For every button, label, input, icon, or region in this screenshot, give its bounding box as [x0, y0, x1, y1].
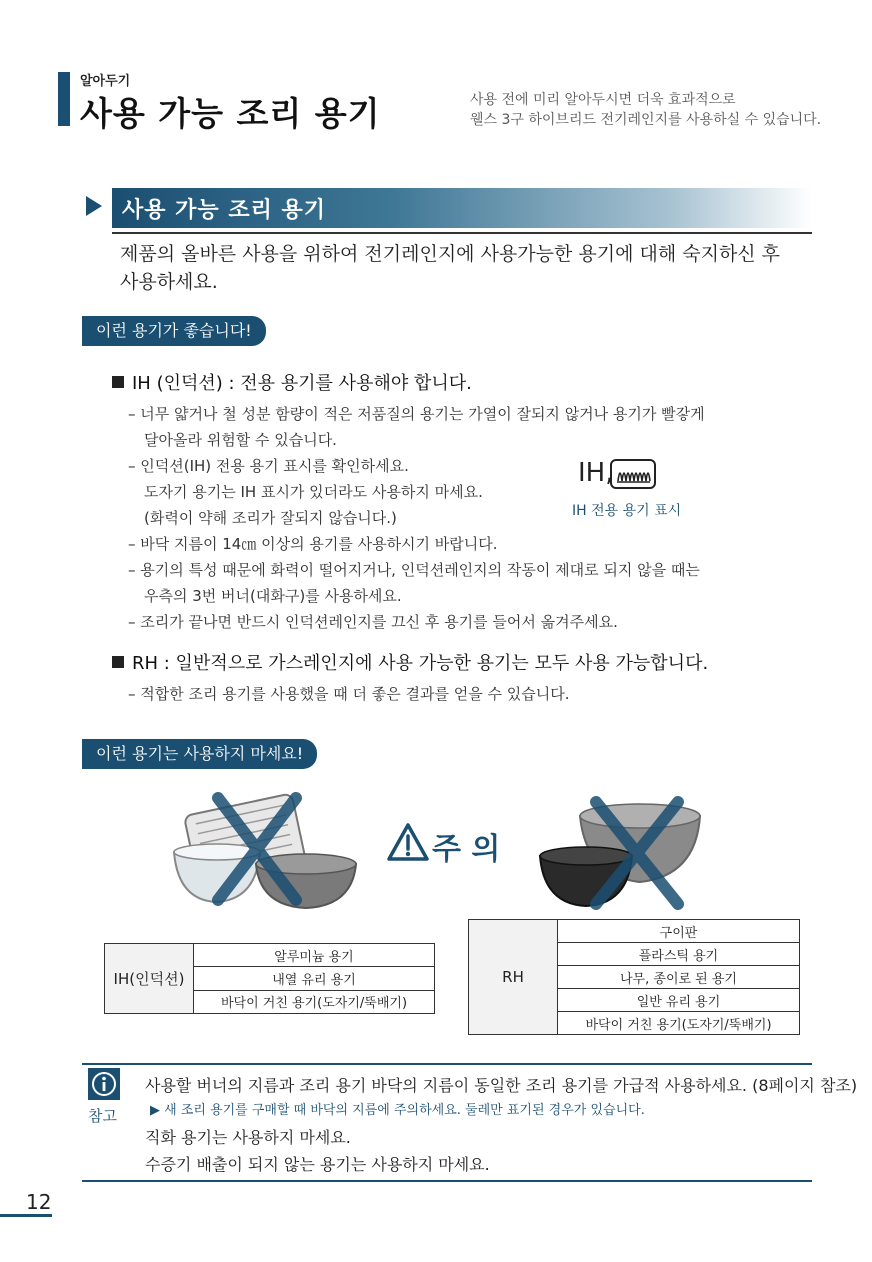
- note-line: 수증기 배출이 되지 않는 용기는 사용하지 마세요.: [145, 1155, 490, 1174]
- ih-item: – 너무 얇거나 철 성분 함량이 적은 저품질의 용기는 가열이 잘되지 않거나 용기가 빨갛게: [128, 405, 705, 423]
- bad-containers-label: 이런 용기는 사용하지 마세요!: [82, 739, 317, 769]
- ih-item: – 용기의 특성 때문에 화력이 떨어지거나, 인덕션레인지의 작동이 제대로 되지 않을 때는: [128, 561, 700, 579]
- note-subline: ▶ 새 조리 용기를 구매할 때 바닥의 지름에 주의하세요. 둘레만 표기된 경우가 있습니다.: [150, 1103, 645, 1118]
- intro-line: 제품의 올바른 사용을 위하여 전기레인지에 사용가능한 용기에 대해 숙지하신 후: [120, 243, 781, 265]
- table-cell: 일반 유리 용기: [558, 989, 800, 1012]
- header-accent-bar: [58, 72, 70, 126]
- note-line: 사용할 버너의 지름과 조리 용기 바닥의 지름이 동일한 조리 용기를 가급적 사용하세요. (8페이지 참조): [145, 1076, 858, 1095]
- ih-mark-text: IH,: [578, 458, 614, 488]
- table-row: [105, 944, 435, 967]
- caution-label: 주 의: [432, 832, 501, 867]
- caution-triangle-icon: [386, 822, 430, 862]
- ih-mark-caption: IH 전용 용기 표시: [572, 503, 682, 519]
- page-number: 12: [26, 1190, 52, 1214]
- header-description: [470, 90, 830, 130]
- ih-item: 우측의 3번 버너(대화구)를 사용하세요.: [144, 587, 402, 605]
- ih-heading: IH (인덕션) : 전용 용기를 사용해야 합니다.: [132, 373, 472, 394]
- rh-item: – 적합한 조리 용기를 사용했을 때 더 좋은 결과를 얻을 수 있습니다.: [128, 685, 570, 703]
- ih-item: 도자기 용기는 IH 표시가 있더라도 사용하지 마세요.: [144, 483, 483, 501]
- header-kicker: 알아두기: [80, 74, 131, 89]
- table-cell: 바닥이 거친 용기(도자기/뚝배기): [194, 990, 435, 1013]
- ih-prohibited-table: [104, 943, 435, 1014]
- ih-prohibited-cookware-illustration: [160, 790, 370, 910]
- page-title: 사용 가능 조리 용기: [80, 94, 381, 133]
- rh-heading: RH : 일반적으로 가스레인지에 사용 가능한 용기는 모두 사용 가능합니다.: [132, 653, 709, 674]
- intro-line: 사용하세요.: [120, 271, 218, 293]
- table-cell: 플라스틱 용기: [558, 943, 800, 966]
- bullet-square-icon: [112, 376, 124, 388]
- induction-coil-icon: [610, 459, 656, 489]
- table-cell: 알루미늄 용기: [194, 944, 435, 967]
- note-line: 직화 용기는 사용하지 마세요.: [145, 1128, 351, 1147]
- note-top-rule: [82, 1063, 812, 1065]
- ih-item: 달아올라 위험할 수 있습니다.: [144, 431, 337, 449]
- ih-item: (화력이 약해 조리가 잘되지 않습니다.): [144, 509, 397, 527]
- section-title: 사용 가능 조리 용기: [122, 198, 326, 223]
- note-label: 참고: [88, 1107, 117, 1125]
- table-cell: 구이판: [558, 920, 800, 943]
- good-containers-label: 이런 용기가 좋습니다!: [82, 316, 266, 346]
- rh-prohibited-cookware-illustration: [536, 792, 706, 912]
- section-arrow-icon: [86, 196, 102, 216]
- table-cell: 바닥이 거친 용기(도자기/뚝배기): [558, 1012, 800, 1035]
- header-desc-line: 사용 전에 미리 알아두시면 더욱 효과적으로: [470, 92, 736, 108]
- ih-table-header: IH(인덕션): [105, 944, 194, 1014]
- header-desc-line: 웰스 3구 하이브리드 전기레인지를 사용하실 수 있습니다.: [470, 112, 822, 128]
- table-cell: 나무, 종이로 된 용기: [558, 966, 800, 989]
- section-divider: [112, 232, 812, 234]
- table-row: [469, 920, 800, 943]
- info-icon: [88, 1068, 120, 1100]
- ih-item: – 조리가 끝나면 반드시 인덕션레인지를 끄신 후 용기를 들어서 옮겨주세요.: [128, 613, 618, 631]
- note-bottom-rule: [82, 1180, 812, 1182]
- table-cell: 내열 유리 용기: [194, 967, 435, 990]
- page-number-rule: [0, 1214, 52, 1217]
- rh-prohibited-table: [468, 919, 800, 1035]
- ih-item: – 인덕션(IH) 전용 용기 표시를 확인하세요.: [128, 457, 409, 475]
- rh-table-header: RH: [469, 920, 558, 1035]
- section-intro: [120, 240, 800, 296]
- bullet-square-icon: [112, 656, 124, 668]
- ih-item: – 바닥 지름이 14㎝ 이상의 용기를 사용하시기 바랍니다.: [128, 535, 498, 553]
